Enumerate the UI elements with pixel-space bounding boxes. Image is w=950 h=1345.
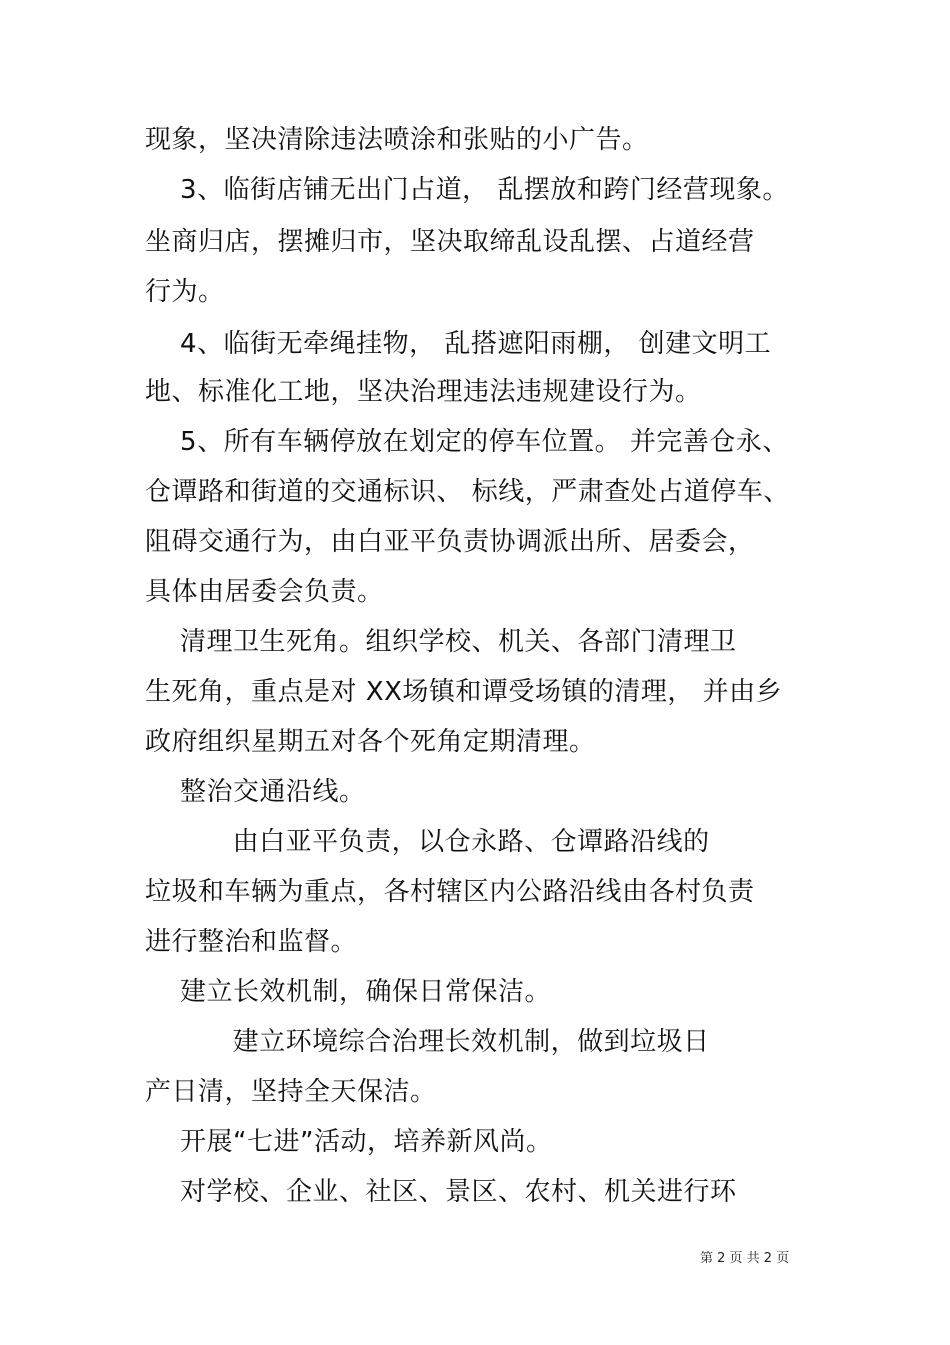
text-line: 现象，坚决清除违法喷涂和张贴的小广告。 xyxy=(145,125,649,155)
page-number-footer: 第 2 页 共 2 页 xyxy=(700,1251,790,1266)
text-line: 建立环境综合治理长效机制，做到垃圾日 xyxy=(145,1027,710,1057)
text-line: 5、所有车辆停放在划定的停车位置。 并完善仓永、 xyxy=(145,427,789,457)
text-line: 阻碍交通行为，由白亚平负责协调派出所、居委会， xyxy=(145,527,755,557)
text-line: 地、标准化工地，坚决治理违法违规建设行为。 xyxy=(145,377,702,407)
text-line: 政府组织星期五对各个死角定期清理。 xyxy=(145,727,596,757)
section-heading: 整治交通沿线。 xyxy=(145,777,366,807)
text-line: 产日清，坚持全天保洁。 xyxy=(145,1077,437,1107)
text-line: 由白亚平负责，以仓永路、仓谭路沿线的 xyxy=(145,827,710,857)
text-line: 清理卫生死角。组织学校、机关、各部门清理卫 xyxy=(145,627,737,657)
text-line: 仓谭路和街道的交通标识、 标线，严肃查处占道停车、 xyxy=(145,477,790,507)
text-line: 行为。 xyxy=(145,277,225,307)
text-line: 具体由居委会负责。 xyxy=(145,577,384,607)
text-line: 4、临街无牵绳挂物， 乱搭遮阳雨棚， 创建文明工 xyxy=(145,329,772,359)
text-line: 进行整治和监督。 xyxy=(145,927,358,957)
text-line: 对学校、企业、社区、景区、农村、机关进行环 xyxy=(145,1177,737,1207)
text-line: 3、临街店铺无出门占道， 乱摆放和跨门经营现象。 xyxy=(145,175,789,205)
text-line: 垃圾和车辆为重点，各村辖区内公路沿线由各村负责 xyxy=(145,877,755,907)
section-heading: 开展“七进”活动，培养新风尚。 xyxy=(145,1127,553,1157)
text-line: 生死角，重点是对 XX场镇和谭受场镇的清理， 并由乡 xyxy=(145,677,783,707)
text-line: 坐商归店，摆摊归市，坚决取缔乱设乱摆、占道经营 xyxy=(145,227,755,257)
section-heading: 建立长效机制，确保日常保洁。 xyxy=(145,977,552,1007)
